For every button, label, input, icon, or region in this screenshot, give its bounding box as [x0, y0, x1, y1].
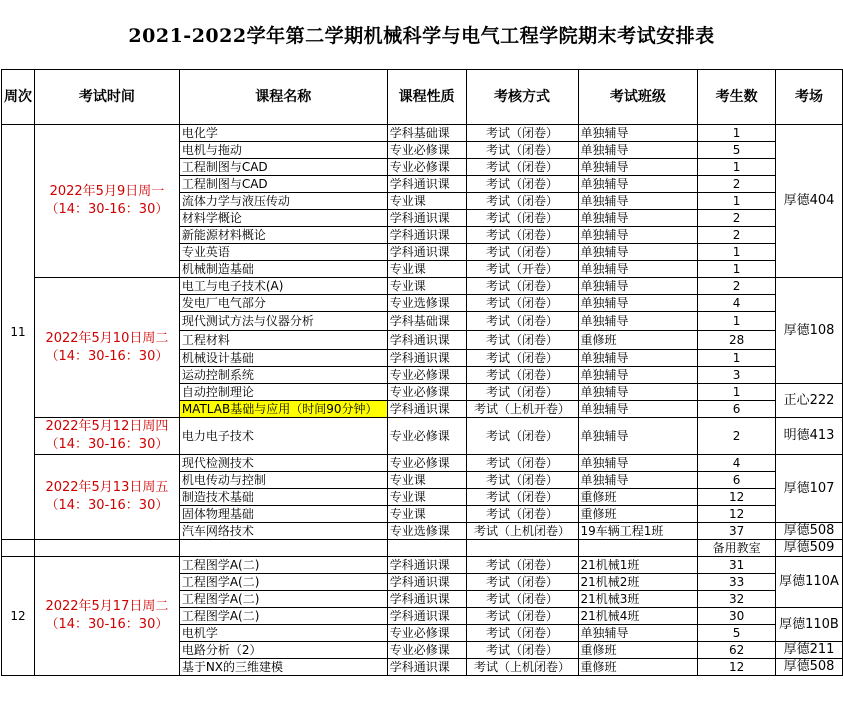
method-cell: 考试（闭卷）	[466, 642, 578, 659]
method-cell: 考试（上机闭卷）	[466, 523, 578, 540]
nature-cell: 学科基础课	[387, 125, 466, 142]
nature-cell: 学科通识课	[387, 350, 466, 367]
nature-cell: 专业必修课	[387, 625, 466, 642]
method-cell: 考试（闭卷）	[466, 574, 578, 591]
nature-cell: 学科通识课	[387, 608, 466, 625]
course-cell: 基于NX的三维建模	[179, 659, 387, 676]
count-cell: 4	[698, 455, 776, 472]
count-cell: 2	[698, 418, 776, 455]
count-cell: 1	[698, 159, 776, 176]
method-cell: 考试（闭卷）	[466, 244, 578, 261]
nature-cell: 学科通识课	[387, 659, 466, 676]
time-cell	[35, 125, 180, 278]
course-cell: 机械制造基础	[179, 261, 387, 278]
count-cell: 2	[698, 176, 776, 193]
count-cell: 1	[698, 350, 776, 367]
course-cell: 工程图学A(二)	[179, 608, 387, 625]
method-cell: 考试（闭卷）	[466, 455, 578, 472]
class-cell: 重修班	[578, 506, 698, 523]
header-method: 考核方式	[466, 70, 578, 125]
room-cell: 厚德404	[775, 125, 842, 278]
method-cell: 考试（闭卷）	[466, 489, 578, 506]
method-cell: 考试（闭卷）	[466, 472, 578, 489]
time-slot: （14：30-16：30）	[45, 498, 169, 513]
course-cell: 自动控制理论	[179, 384, 387, 401]
class-cell: 单独辅导	[578, 472, 698, 489]
header-nature: 课程性质	[387, 70, 466, 125]
course-cell: 机电传动与控制	[179, 472, 387, 489]
method-cell: 考试（闭卷）	[466, 557, 578, 574]
class-cell: 单独辅导	[578, 350, 698, 367]
course-cell: 电工与电子技术(A)	[179, 278, 387, 295]
exam-schedule-table	[1, 69, 843, 676]
course-cell: 现代检测技术	[179, 455, 387, 472]
nature-cell: 学科通识课	[387, 176, 466, 193]
class-cell: 单独辅导	[578, 244, 698, 261]
class-cell: 单独辅导	[578, 295, 698, 312]
nature-cell: 专业必修课	[387, 159, 466, 176]
room-cell: 厚德508	[775, 659, 842, 676]
table-row	[2, 278, 843, 295]
course-cell: 制造技术基础	[179, 489, 387, 506]
room-cell: 厚德108	[775, 278, 842, 384]
class-cell: 单独辅导	[578, 227, 698, 244]
page-title: 2021-2022学年第二学期机械科学与电气工程学院期末考试安排表	[128, 24, 715, 47]
nature-cell: 专业课	[387, 261, 466, 278]
class-cell: 21机械1班	[578, 557, 698, 574]
count-cell: 30	[698, 608, 776, 625]
empty-cell	[387, 540, 466, 557]
class-cell: 单独辅导	[578, 625, 698, 642]
time-date: 2022年5月13日周五	[45, 480, 169, 495]
nature-cell: 专业必修课	[387, 367, 466, 384]
count-cell: 28	[698, 331, 776, 350]
count-cell: 5	[698, 142, 776, 159]
table-row	[2, 557, 843, 574]
class-cell: 重修班	[578, 642, 698, 659]
class-cell: 21机械4班	[578, 608, 698, 625]
nature-cell: 专业必修课	[387, 142, 466, 159]
room-cell: 厚德107	[775, 455, 842, 523]
count-cell: 5	[698, 625, 776, 642]
class-cell: 单独辅导	[578, 159, 698, 176]
course-cell: 发电厂电气部分	[179, 295, 387, 312]
count-cell: 4	[698, 295, 776, 312]
method-cell: 考试（闭卷）	[466, 193, 578, 210]
nature-cell: 专业课	[387, 193, 466, 210]
method-cell: 考试（闭卷）	[466, 210, 578, 227]
time-cell	[35, 557, 180, 676]
header-course: 课程名称	[179, 70, 387, 125]
empty-cell	[466, 540, 578, 557]
course-cell: 新能源材料概论	[179, 227, 387, 244]
nature-cell: 学科通识课	[387, 557, 466, 574]
time-date: 2022年5月9日周一	[49, 184, 165, 199]
class-cell: 单独辅导	[578, 384, 698, 401]
nature-cell: 学科通识课	[387, 591, 466, 608]
count-cell: 1	[698, 244, 776, 261]
room-cell: 正心222	[775, 384, 842, 418]
class-cell: 单独辅导	[578, 125, 698, 142]
nature-cell: 专业必修课	[387, 642, 466, 659]
method-cell: 考试（闭卷）	[466, 506, 578, 523]
count-cell: 3	[698, 367, 776, 384]
method-cell: 考试（闭卷）	[466, 176, 578, 193]
nature-cell: 学科通识课	[387, 331, 466, 350]
time-slot: （14：30-16：30）	[45, 202, 169, 217]
class-cell: 单独辅导	[578, 142, 698, 159]
nature-cell: 学科通识课	[387, 244, 466, 261]
course-cell: 现代测试方法与仪器分析	[179, 312, 387, 331]
nature-cell: 专业课	[387, 489, 466, 506]
nature-cell: 专业必修课	[387, 384, 466, 401]
nature-cell: 专业必修课	[387, 418, 466, 455]
empty-cell	[2, 540, 35, 557]
class-cell: 重修班	[578, 659, 698, 676]
class-cell: 单独辅导	[578, 278, 698, 295]
method-cell: 考试（上机开卷）	[466, 401, 578, 418]
spare-room-label: 备用教室	[698, 540, 776, 557]
course-cell: 专业英语	[179, 244, 387, 261]
header-row	[2, 70, 843, 125]
header-class: 考试班级	[578, 70, 698, 125]
time-cell	[35, 455, 180, 540]
room-cell: 厚德211	[775, 642, 842, 659]
class-cell: 重修班	[578, 489, 698, 506]
class-cell: 单独辅导	[578, 418, 698, 455]
course-cell: 工程制图与CAD	[179, 159, 387, 176]
class-cell: 单独辅导	[578, 367, 698, 384]
nature-cell: 专业课	[387, 472, 466, 489]
class-cell: 单独辅导	[578, 261, 698, 278]
count-cell: 6	[698, 472, 776, 489]
count-cell: 12	[698, 489, 776, 506]
nature-cell: 学科基础课	[387, 312, 466, 331]
course-cell: 材料学概论	[179, 210, 387, 227]
time-slot: （14：30-16：30）	[45, 617, 169, 632]
count-cell: 37	[698, 523, 776, 540]
class-cell: 重修班	[578, 331, 698, 350]
nature-cell: 专业课	[387, 506, 466, 523]
week-cell: 12	[2, 557, 35, 676]
nature-cell: 学科通识课	[387, 574, 466, 591]
course-cell: 工程图学A(二)	[179, 591, 387, 608]
course-cell: 运动控制系统	[179, 367, 387, 384]
method-cell: 考试（闭卷）	[466, 591, 578, 608]
count-cell: 1	[698, 193, 776, 210]
room-cell: 厚德110A	[775, 557, 842, 608]
course-cell-highlighted: MATLAB基础与应用（时间90分钟）	[179, 401, 387, 418]
empty-cell	[179, 540, 387, 557]
method-cell: 考试（闭卷）	[466, 295, 578, 312]
count-cell: 12	[698, 659, 776, 676]
method-cell: 考试（上机闭卷）	[466, 659, 578, 676]
time-slot: （14：30-16：30）	[45, 348, 169, 364]
method-cell: 考试（闭卷）	[466, 331, 578, 350]
time-slot: （14：30-16：30）	[45, 437, 169, 452]
count-cell: 1	[698, 125, 776, 142]
class-cell: 单独辅导	[578, 455, 698, 472]
course-cell: 电力电子技术	[179, 418, 387, 455]
spare-room-row	[2, 540, 843, 557]
method-cell: 考试（闭卷）	[466, 418, 578, 455]
table-row	[2, 418, 843, 455]
time-date: 2022年5月17日周二	[45, 599, 169, 614]
method-cell: 考试（闭卷）	[466, 142, 578, 159]
empty-cell	[578, 540, 698, 557]
class-cell: 单独辅导	[578, 401, 698, 418]
method-cell: 考试（开卷）	[466, 261, 578, 278]
course-cell: 流体力学与液压传动	[179, 193, 387, 210]
course-cell: 固体物理基础	[179, 506, 387, 523]
course-cell: 电机学	[179, 625, 387, 642]
course-cell: 电化学	[179, 125, 387, 142]
course-cell: 电路分析（2）	[179, 642, 387, 659]
header-week: 周次	[2, 70, 35, 125]
count-cell: 1	[698, 384, 776, 401]
count-cell: 32	[698, 591, 776, 608]
course-cell: 工程制图与CAD	[179, 176, 387, 193]
course-cell: 工程图学A(二)	[179, 557, 387, 574]
method-cell: 考试（闭卷）	[466, 350, 578, 367]
method-cell: 考试（闭卷）	[466, 625, 578, 642]
header-room: 考场	[775, 70, 842, 125]
class-cell: 21机械3班	[578, 591, 698, 608]
count-cell: 2	[698, 227, 776, 244]
nature-cell: 专业课	[387, 278, 466, 295]
method-cell: 考试（闭卷）	[466, 278, 578, 295]
course-cell: 工程图学A(二)	[179, 574, 387, 591]
header-count: 考生数	[698, 70, 776, 125]
class-cell: 单独辅导	[578, 176, 698, 193]
class-cell: 21机械2班	[578, 574, 698, 591]
count-cell: 33	[698, 574, 776, 591]
class-cell: 19车辆工程1班	[578, 523, 698, 540]
course-cell: 汽车网络技术	[179, 523, 387, 540]
empty-cell	[35, 540, 180, 557]
time-date: 2022年5月12日周四	[45, 419, 169, 434]
class-cell: 单独辅导	[578, 210, 698, 227]
count-cell: 62	[698, 642, 776, 659]
method-cell: 考试（闭卷）	[466, 608, 578, 625]
nature-cell: 学科通识课	[387, 210, 466, 227]
count-cell: 6	[698, 401, 776, 418]
count-cell: 12	[698, 506, 776, 523]
time-date: 2022年5月10日周二	[45, 330, 169, 346]
nature-cell: 学科通识课	[387, 227, 466, 244]
course-cell: 机械设计基础	[179, 350, 387, 367]
count-cell: 1	[698, 261, 776, 278]
count-cell: 2	[698, 210, 776, 227]
time-cell	[35, 278, 180, 418]
header-time: 考试时间	[35, 70, 180, 125]
class-cell: 单独辅导	[578, 312, 698, 331]
method-cell: 考试（闭卷）	[466, 367, 578, 384]
room-cell: 厚德509	[775, 540, 842, 557]
room-cell: 厚德508	[775, 523, 842, 540]
method-cell: 考试（闭卷）	[466, 159, 578, 176]
week-cell: 11	[2, 125, 35, 540]
count-cell: 1	[698, 312, 776, 331]
nature-cell: 学科通识课	[387, 401, 466, 418]
method-cell: 考试（闭卷）	[466, 125, 578, 142]
nature-cell: 专业选修课	[387, 523, 466, 540]
count-cell: 31	[698, 557, 776, 574]
class-cell: 单独辅导	[578, 193, 698, 210]
table-row	[2, 125, 843, 142]
course-cell: 工程材料	[179, 331, 387, 350]
nature-cell: 专业选修课	[387, 295, 466, 312]
method-cell: 考试（闭卷）	[466, 227, 578, 244]
room-cell: 明德413	[775, 418, 842, 455]
count-cell: 2	[698, 278, 776, 295]
time-cell	[35, 418, 180, 455]
method-cell: 考试（闭卷）	[466, 384, 578, 401]
table-row	[2, 455, 843, 472]
method-cell: 考试（闭卷）	[466, 312, 578, 331]
room-cell: 厚德110B	[775, 608, 842, 642]
nature-cell: 专业必修课	[387, 455, 466, 472]
course-cell: 电机与拖动	[179, 142, 387, 159]
